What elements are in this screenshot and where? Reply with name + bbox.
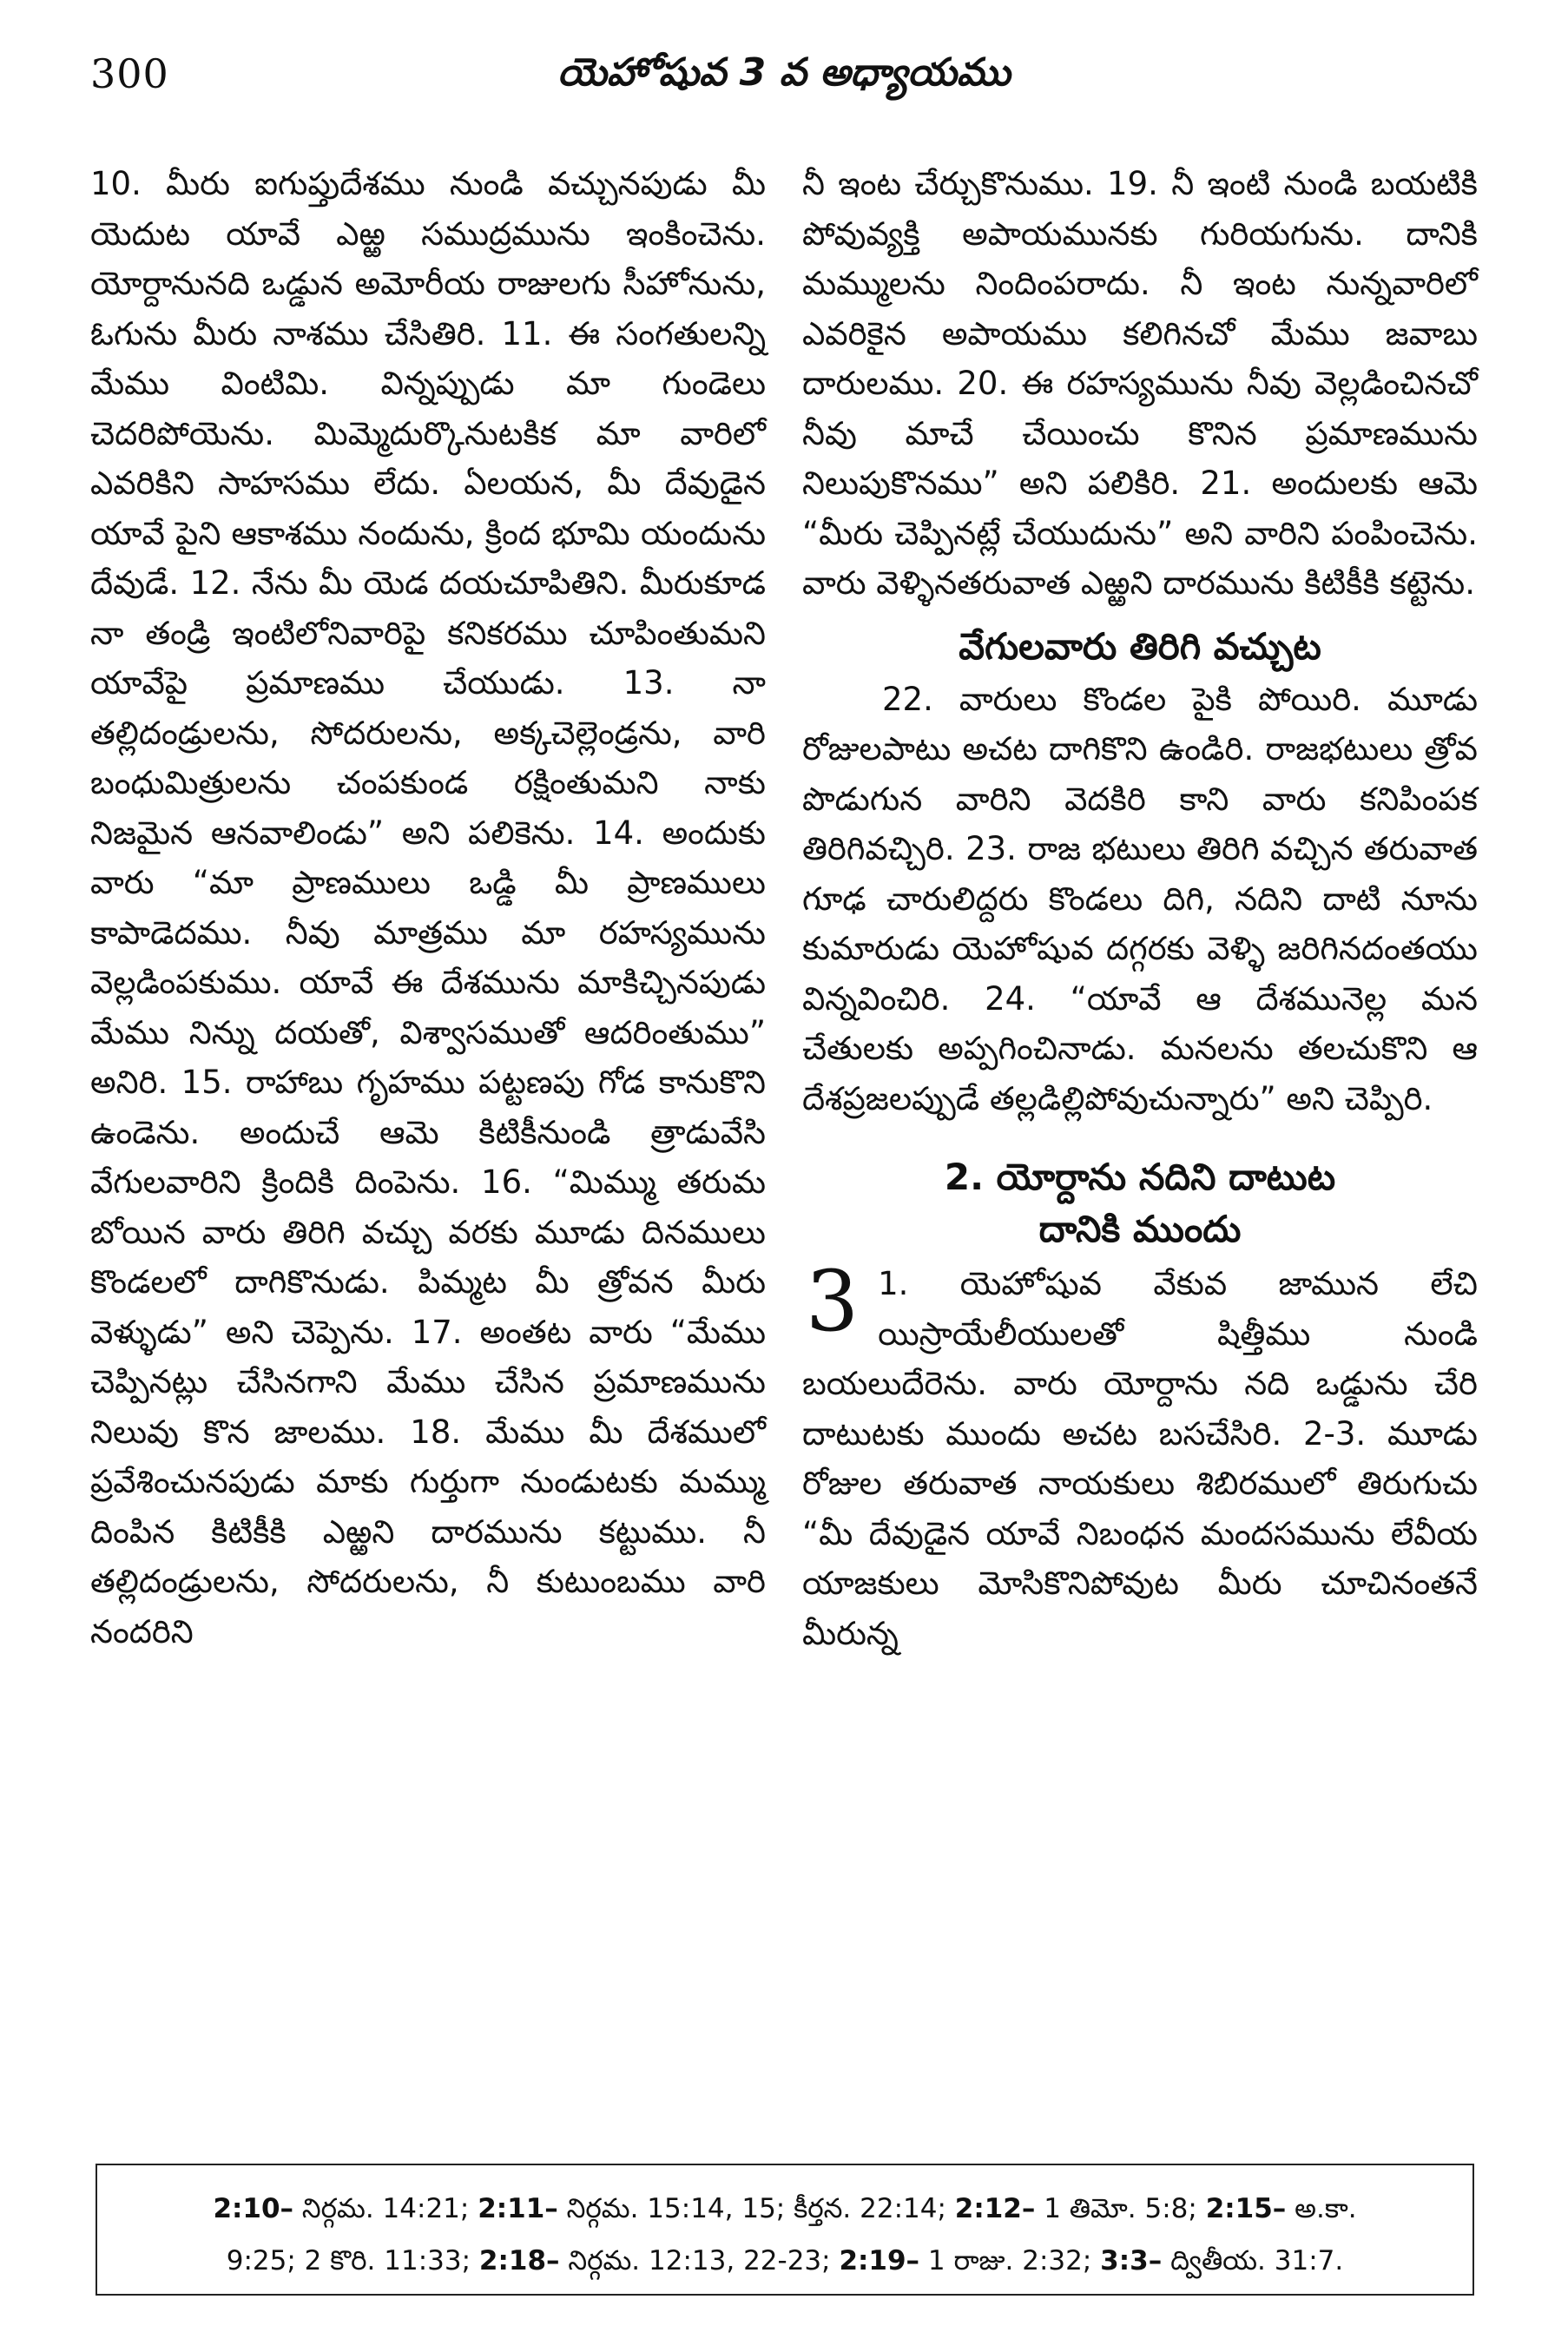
footnote-text: అ.కా. (1286, 2193, 1357, 2224)
chapter-number: 3 (806, 1253, 860, 1350)
chapter-heading: 2. యోర్దాను నదిని దాటుట (944, 1156, 1336, 1198)
footnote-ref: 2:18– (478, 2245, 560, 2276)
footnote-text: నిర్గమ. 15:14, 15; కీర్తన. 22:14; (557, 2193, 955, 2224)
footnote-ref: 2:10– (213, 2193, 294, 2224)
verse-text-returning: 22. వారులు కొండల పైకి పోయిరి. మూడు రోజులపాటు అచట దాగికొని ఉండిరి. రాజభటులు త్రోవ పొడుగున వారిని వెదకిరి కాని వారు కనిపింపక తిరిగివచ్చిరి. 23. రాజ భటులు తిరిగి వచ్చిన తరువాత గూఢ చారులిద్దరు కొండలు దిగి, నదిని దాటి నూను కుమారుడు యెహోషువ దగ్గరకు వెళ్ళి జరిగినదంతయు విన్నవించిరి. 24. “యావే ఆ దేశమునెల్ల మన చేతులకు అప్పగించినాడు. మనలను తలచుకొని ఆ దేశప్రజలప్పుడే తల్లడిల్లిపోవుచున్నారు” అని చెప్పిరి. (802, 680, 1478, 1117)
footnote-line-2 (123, 2235, 1446, 2287)
footnote-text: నిర్గమ. 12:13, 22-23; (559, 2245, 840, 2276)
footnote-text: 9:25; 2 కొరి. 11:33; (226, 2245, 479, 2276)
verse-text-right-top: నీ ఇంట చేర్చుకొనుము. 19. నీ ఇంటి నుండి బయటికి పోవువ్యక్తి అపాయమునకు గురియగును. దానికి మమ్ములను నిందింపరాదు. నీ ఇంట నున్నవారిలో ఎవరికైన అపాయము కలిగినచో మేము జవాబు దారులము. 20. ఈ రహస్యమును నీవు వెల్లడించినచో నీవు మాచే చేయించు కొనిన ప్రమాణమును నిలుపుకొనము” అని పలికిరి. 21. అందులకు ఆమె “మీరు చెప్పినట్లే చేయుదును” అని వారిని పంపించెను. వారు వెళ్ళినతరువాత ఎఱ్ఱని దారమును కిటికీకి కట్టెను. (802, 165, 1478, 602)
page-header (0, 50, 1568, 111)
left-column (90, 159, 766, 1657)
verse-text-chapter: 1. యెహోషువ వేకువ జామున లేచి యిస్రాయేలీయులతో షిత్తీము నుండి బయలుదేరెను. వారు యోర్దాను నది ఒడ్డును చేరి దాటుటకు ముందు అచట బసచేసిరి. 2-3. మూడు రోజుల తరువాత నాయకులు శిబిరములో తిరుగుచు “మీ దేవుడైన యావే నిబంధన మందసమును లేవీయ యాజకులు మోసికొనిపోవుట మీరు చూచినంతనే మీరున్న (802, 1265, 1478, 1652)
footnote-text: 1 రాజు. 2:32; (919, 2245, 1101, 2276)
verse-text-left: 10. మీరు ఐగుప్తుదేశము నుండి వచ్చునపుడు మీ యెదుట యావే ఎఱ్ఱ సముద్రమును ఇంకించెను. యోర్దానునది ఒడ్డున అమోరీయ రాజులగు సీహోనును, ఓగును మీరు నాశము చేసితిరి. 11. ఈ సంగతులన్ని మేము వింటిమి. విన్నప్పుడు మా గుండెలు చెదరిపోయెను. మిమ్మెదుర్కొనుటకిక మా వారిలో ఎవరికిని సాహసము లేదు. ఏలయన, మీ దేవుడైన యావే పైని ఆకాశము నందును, క్రింద భూమి యందును దేవుడే. 12. నేను మీ యెడ దయచూపితిని. మీరుకూడ నా తండ్రి ఇంటిలోనివారిపై కనికరము చూపింతుమని యావేపై ప్రమాణము చేయుడు. 13. నా తల్లిదండ్రులను, సోదరులను, అక్కచెల్లెండ్రను, వారి బంధుమిత్రులను చంపకుండ రక్షింతుమని నాకు నిజమైన ఆనవాలిండు” అని పలికెను. 14. అందుకు వారు “మా ప్రాణములు ఒడ్డి మీ ప్రాణములు కాపాడెదము. నీవు మాత్రము మా రహస్యమును వెల్లడింపకుము. యావే ఈ దేశమును మాకిచ్చినపుడు మేము నిన్ను దయతో, విశ్వాసముతో ఆదరింతుము” అనిరి. 15. రాహాబు గృహము పట్టణపు గోడ కానుకొని ఉండెను. అందుచే ఆమె కిటికీనుండి త్రాడువేసి వేగులవారిని క్రిందికి దింపెను. 16. “మిమ్ము తరుమ బోయిన వారు తిరిగి వచ్చు వరకు మూడు దినములు కొండలలో దాగికొనుడు. పిమ్మట మీ త్రోవన మీరు వెళ్ళుడు” అని చెప్పెను. 17. అంతట వారు “మేము చెప్పినట్లు చేసినగాని మేము చేసిన ప్రమాణమును నిలువు కొన జాలము. 18. మేము మీ దేశములో ప్రవేశించునపుడు మాకు గుర్తుగా నుండుటకు మమ్ము దింపిన కిటికీకి ఎఱ్ఱని దారమును కట్టుము. నీ తల్లిదండ్రులను, సోదరులను, నీ కుటుంబము వారి నందరిని (90, 165, 766, 1650)
right-column (802, 159, 1478, 1658)
footnote-text: ద్వితీయ. 31:7. (1162, 2245, 1344, 2276)
footnote-ref: 2:15– (1205, 2193, 1287, 2224)
footnote-text: నిర్గమ. 14:21; (293, 2193, 478, 2224)
footnote-line-1 (123, 2183, 1446, 2235)
footnote-ref: 2:12– (954, 2193, 1036, 2224)
chapter-subheading: దానికి ముందు (1038, 1208, 1242, 1250)
footnote-ref: 3:3– (1100, 2245, 1163, 2276)
footnote-ref: 2:11– (478, 2193, 558, 2224)
chapter-opening (802, 1253, 1478, 1658)
footnote-box (96, 2164, 1474, 2296)
footnote-text: 1 తిమో. 5:8; (1035, 2193, 1206, 2224)
footnote-ref: 2:19– (839, 2245, 920, 2276)
section-heading: వేగులవారు తిరిగి వచ్చుట (959, 624, 1321, 668)
running-title: యెహోషువ 3 వ అధ్యాయము (557, 50, 1011, 95)
page-number: 300 (90, 50, 169, 97)
